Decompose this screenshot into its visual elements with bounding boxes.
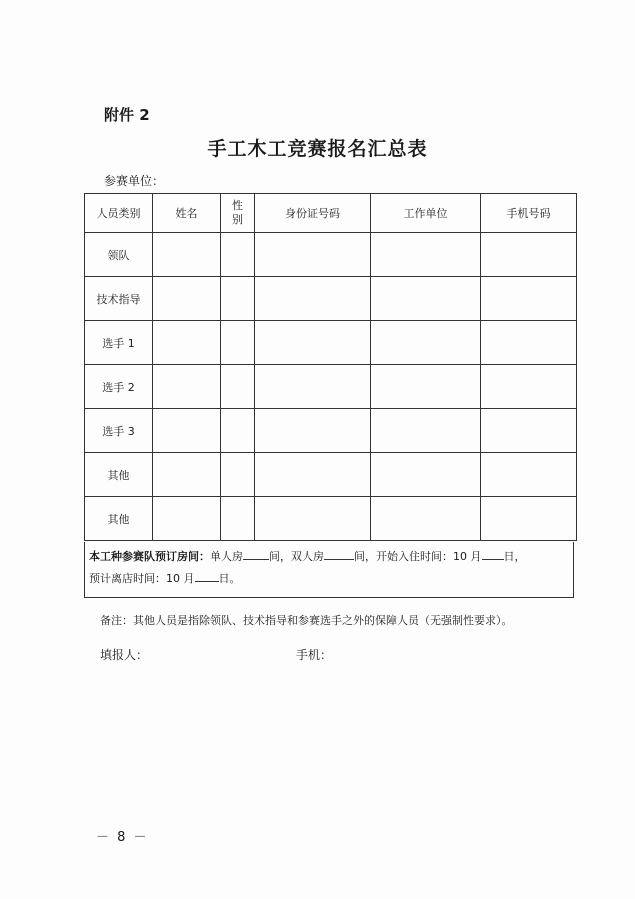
row-label-technical-guide: 技术指导 <box>85 277 153 321</box>
id-number-cell[interactable] <box>255 277 371 321</box>
row-label-contestant-1: 选手 1 <box>85 321 153 365</box>
table-row <box>85 233 577 277</box>
phone-cell[interactable] <box>481 233 577 277</box>
column-header-work-unit: 工作单位 <box>371 194 481 233</box>
double-room-label: 间，双人房 <box>269 550 324 563</box>
work-unit-cell[interactable] <box>371 409 481 453</box>
table-row <box>85 497 577 541</box>
sex-cell[interactable] <box>221 497 255 541</box>
row-label-other-2: 其他 <box>85 497 153 541</box>
column-header-sex <box>221 194 255 233</box>
column-header-phone: 手机号码 <box>481 194 577 233</box>
name-cell[interactable] <box>153 497 221 541</box>
table-row <box>85 321 577 365</box>
name-cell[interactable] <box>153 277 221 321</box>
registration-table <box>84 193 577 541</box>
booking-line-1 <box>89 546 573 568</box>
work-unit-cell[interactable] <box>371 365 481 409</box>
single-room-label: 单人房 <box>210 550 243 563</box>
name-cell[interactable] <box>153 321 221 365</box>
column-header-name: 姓名 <box>153 194 221 233</box>
phone-cell[interactable] <box>481 497 577 541</box>
table-row <box>85 453 577 497</box>
sex-cell[interactable] <box>221 277 255 321</box>
work-unit-cell[interactable] <box>371 277 481 321</box>
id-number-cell[interactable] <box>255 497 371 541</box>
phone-cell[interactable] <box>481 321 577 365</box>
id-number-cell[interactable] <box>255 409 371 453</box>
id-number-cell[interactable] <box>255 321 371 365</box>
filler-label: 填报人： <box>100 648 149 662</box>
phone-cell[interactable] <box>481 409 577 453</box>
id-number-cell[interactable] <box>255 365 371 409</box>
row-label-contestant-3: 选手 3 <box>85 409 153 453</box>
phone-cell[interactable] <box>481 277 577 321</box>
checkout-day-blank[interactable] <box>195 569 219 582</box>
work-unit-cell[interactable] <box>371 453 481 497</box>
name-cell[interactable] <box>153 233 221 277</box>
column-header-id-number: 身份证号码 <box>255 194 371 233</box>
name-cell[interactable] <box>153 365 221 409</box>
checkin-day-blank[interactable] <box>482 547 504 560</box>
column-header-sex-line1: 性 <box>232 199 243 212</box>
row-label-team-leader: 领队 <box>85 233 153 277</box>
page-title: 手工木工竞赛报名汇总表 <box>207 138 428 160</box>
work-unit-cell[interactable] <box>371 497 481 541</box>
work-unit-cell[interactable] <box>371 321 481 365</box>
row-label-other-1: 其他 <box>85 453 153 497</box>
room-booking-box <box>84 542 574 598</box>
sex-cell[interactable] <box>221 453 255 497</box>
sex-cell[interactable] <box>221 233 255 277</box>
checkout-day-suffix: 日。 <box>218 572 241 585</box>
checkin-day-suffix: 日， <box>503 550 526 563</box>
single-room-count-blank[interactable] <box>243 547 269 560</box>
phone-label: 手机： <box>296 648 333 662</box>
page-number: － 8 － <box>96 830 149 845</box>
work-unit-cell[interactable] <box>371 233 481 277</box>
sex-cell[interactable] <box>221 365 255 409</box>
row-label-contestant-2: 选手 2 <box>85 365 153 409</box>
sex-cell[interactable] <box>221 409 255 453</box>
id-number-cell[interactable] <box>255 233 371 277</box>
table-row <box>85 277 577 321</box>
table-row <box>85 409 577 453</box>
name-cell[interactable] <box>153 453 221 497</box>
double-room-count-blank[interactable] <box>324 547 354 560</box>
remark-note: 备注：其他人员是指除领队、技术指导和参赛选手之外的保障人员（无强制性要求）。 <box>100 614 513 627</box>
name-cell[interactable] <box>153 409 221 453</box>
table-row <box>85 365 577 409</box>
attachment-label: 附件 2 <box>104 106 150 124</box>
table-header-row <box>85 194 577 233</box>
column-header-category: 人员类别 <box>85 194 153 233</box>
participating-unit-label: 参赛单位： <box>104 174 165 188</box>
booking-label: 本工种参赛队预订房间： <box>89 550 210 563</box>
checkout-label: 预计离店时间：10 月 <box>89 572 195 585</box>
booking-line-2 <box>89 568 573 590</box>
id-number-cell[interactable] <box>255 453 371 497</box>
sex-cell[interactable] <box>221 321 255 365</box>
phone-cell[interactable] <box>481 453 577 497</box>
phone-cell[interactable] <box>481 365 577 409</box>
column-header-sex-line2: 别 <box>232 213 243 226</box>
checkin-label: 间，开始入住时间：10 月 <box>354 550 482 563</box>
